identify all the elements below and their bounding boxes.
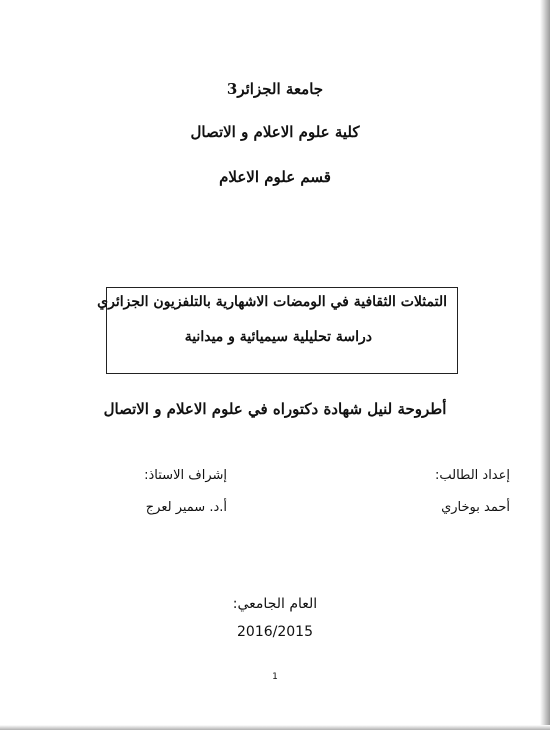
page-bottom-shadow bbox=[0, 725, 550, 730]
student-label: إعداد الطالب: bbox=[434, 468, 510, 483]
thesis-degree-line: أطروحة لنيل شهادة دكتوراه في علوم الاعلام و الاتصال bbox=[103, 400, 447, 418]
page-edge-shadow bbox=[540, 0, 550, 730]
student-name: أحمد بوخاري bbox=[441, 500, 510, 515]
supervisor-label: إشراف الاستاذ: bbox=[144, 468, 227, 483]
page-number: 1 bbox=[272, 672, 278, 682]
department-name: قسم علوم الاعلام bbox=[219, 168, 331, 186]
thesis-title: التمثلات الثقافية في الومضات الاشهارية بالتلفزيون الجزائري bbox=[97, 294, 447, 310]
supervisor-name: أ.د. سمير لعرج bbox=[145, 500, 227, 515]
faculty-name: كلية علوم الاعلام و الاتصال bbox=[190, 123, 360, 141]
academic-year-value: 2016/2015 bbox=[237, 624, 313, 640]
academic-year-label: العام الجامعي: bbox=[232, 596, 318, 612]
university-name: جامعة الجزائر3 bbox=[226, 80, 324, 98]
thesis-title-box bbox=[97, 287, 458, 374]
thesis-subtitle: دراسة تحليلية سيميائية و ميدانية bbox=[184, 329, 372, 345]
